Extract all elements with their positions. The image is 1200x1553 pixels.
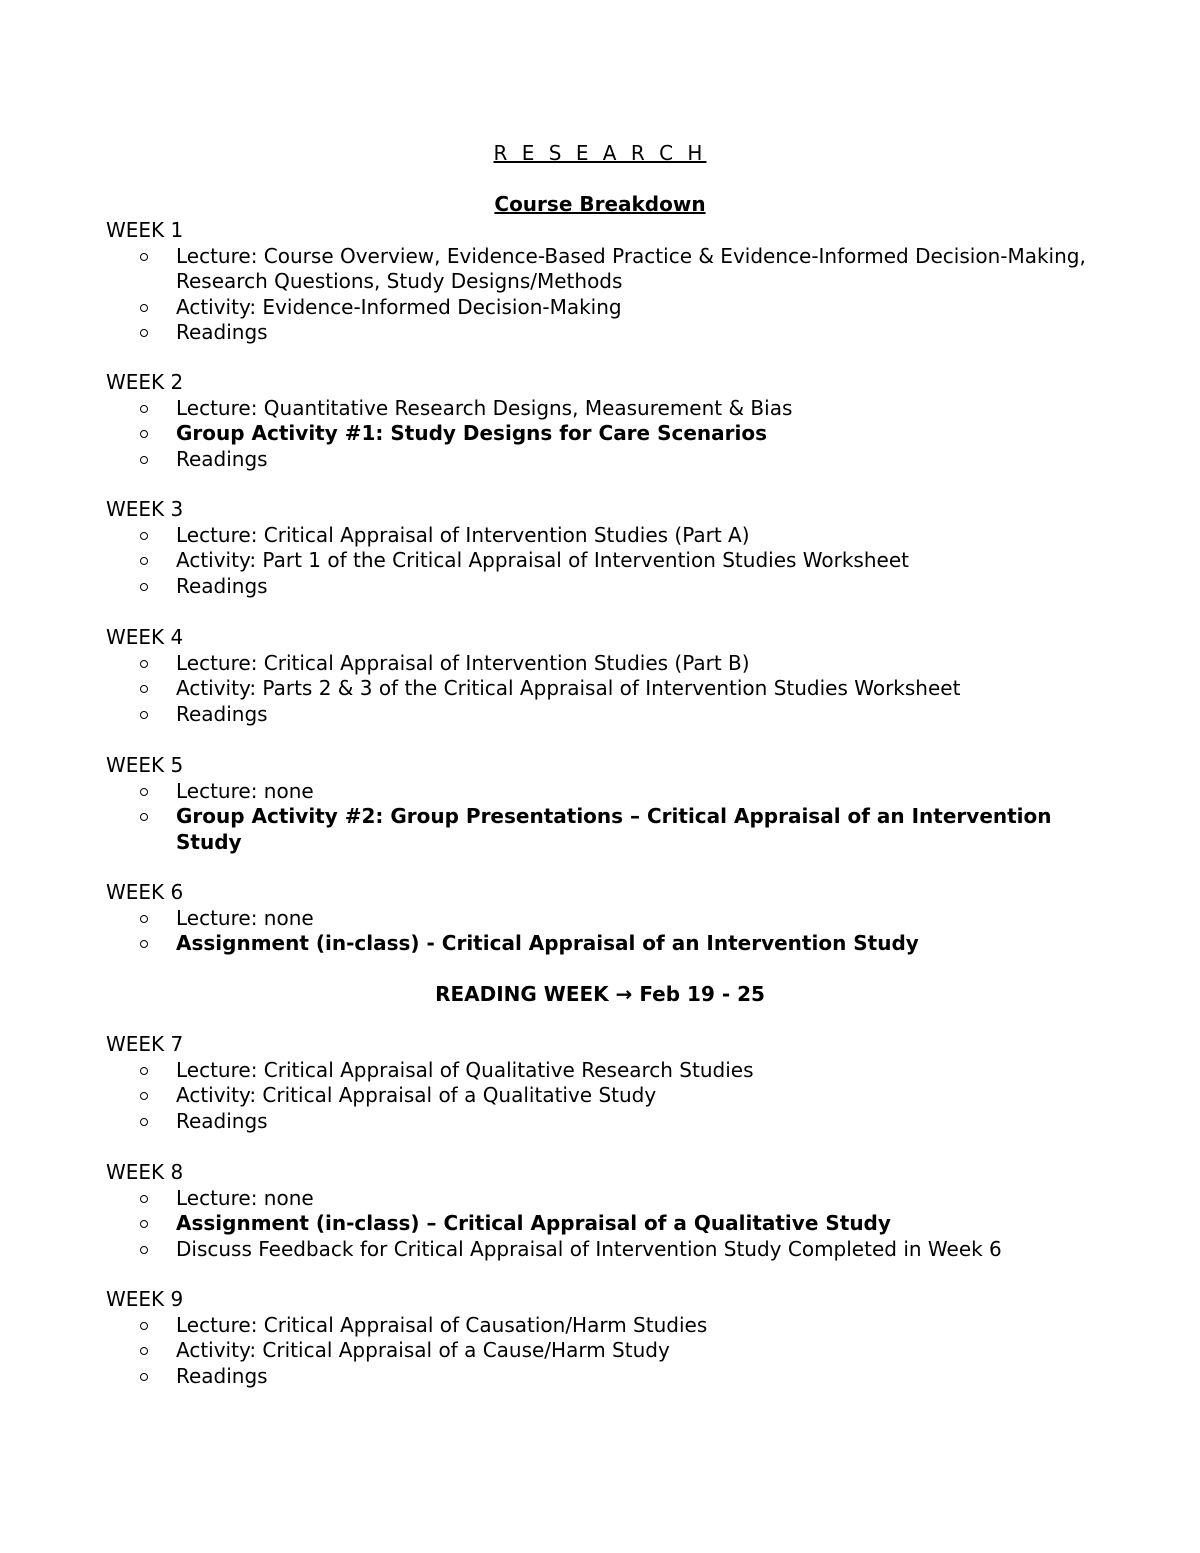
list-item (106, 1364, 1096, 1390)
list-item (106, 702, 1096, 728)
hollow-circle-bullet-icon (140, 788, 148, 796)
hollow-circle-bullet-icon (140, 1118, 148, 1126)
week-label: WEEK 7 (106, 1032, 184, 1056)
list-item-text: Activity: Parts 2 & 3 of the Critical Appraisal of Intervention Studies Worksheet (176, 676, 961, 701)
week-section (106, 497, 1096, 599)
hollow-circle-bullet-icon (140, 915, 148, 923)
list-item-text: Group Activity #1: Study Designs for Care Scenarios (176, 421, 767, 446)
list-item (106, 244, 1096, 295)
week-section (106, 1287, 1096, 1389)
list-item-text: Activity: Critical Appraisal of a Qualitative Study (176, 1083, 657, 1108)
hollow-circle-bullet-icon (140, 557, 148, 565)
list-item (106, 1211, 1096, 1237)
list-item (106, 1083, 1096, 1109)
week-section (106, 218, 1096, 346)
list-item-text: Activity: Part 1 of the Critical Appraisal of Intervention Studies Worksheet (176, 548, 909, 573)
week-item-list (106, 1186, 1096, 1263)
hollow-circle-bullet-icon (140, 1067, 148, 1075)
list-item-text: Readings (176, 573, 268, 598)
list-item-text: Discuss Feedback for Critical Appraisal of Intervention Study Completed in Week 6 (176, 1236, 1002, 1261)
hollow-circle-bullet-icon (140, 1195, 148, 1203)
list-item (106, 421, 1096, 447)
week-item-list (106, 1058, 1096, 1135)
week-item-list (106, 651, 1096, 728)
hollow-circle-bullet-icon (140, 329, 148, 337)
list-item (106, 574, 1096, 600)
week-section (106, 880, 1096, 957)
hollow-circle-bullet-icon (140, 813, 148, 821)
hollow-circle-bullet-icon (140, 685, 148, 693)
list-item (106, 906, 1096, 932)
reading-week-notice: READING WEEK → Feb 19 - 25 (435, 982, 765, 1006)
week-label: WEEK 5 (106, 753, 184, 777)
week-section (106, 1160, 1096, 1262)
list-item-text: Lecture: Critical Appraisal of Intervention Studies (Part B) (176, 650, 750, 675)
list-item-text: Lecture: Course Overview, Evidence-Based Practice & Evidence-Informed Decision-Making, Research Questions, Study Designs/Methods (176, 243, 1086, 294)
list-item-text: Lecture: none (176, 1185, 314, 1210)
list-item (106, 523, 1096, 549)
week-label: WEEK 8 (106, 1160, 184, 1184)
week-label: WEEK 1 (106, 218, 184, 242)
week-label: WEEK 9 (106, 1287, 184, 1311)
week-section (106, 370, 1096, 472)
list-item-text: Lecture: none (176, 905, 314, 930)
list-item-text: Lecture: Critical Appraisal of Causation/Harm Studies (176, 1312, 708, 1337)
hollow-circle-bullet-icon (140, 660, 148, 668)
week-section (106, 1032, 1096, 1134)
document-subtitle: Course Breakdown (494, 192, 706, 216)
list-item-text: Readings (176, 1108, 268, 1133)
list-item (106, 1237, 1096, 1263)
hollow-circle-bullet-icon (140, 253, 148, 261)
list-item (106, 779, 1096, 805)
list-item (106, 320, 1096, 346)
hollow-circle-bullet-icon (140, 940, 148, 948)
list-item (106, 1186, 1096, 1212)
hollow-circle-bullet-icon (140, 304, 148, 312)
list-item-text: Readings (176, 1363, 268, 1388)
hollow-circle-bullet-icon (140, 1092, 148, 1100)
list-item (106, 804, 1096, 855)
list-item-text: Lecture: Critical Appraisal of Qualitative Research Studies (176, 1057, 754, 1082)
week-item-list (106, 396, 1096, 473)
list-item (106, 548, 1096, 574)
list-item-text: Activity: Evidence-Informed Decision-Making (176, 294, 622, 319)
hollow-circle-bullet-icon (140, 405, 148, 413)
hollow-circle-bullet-icon (140, 1347, 148, 1355)
list-item-text: Assignment (in-class) – Critical Appraisal of a Qualitative Study (176, 1211, 891, 1236)
week-section (106, 625, 1096, 727)
hollow-circle-bullet-icon (140, 456, 148, 464)
week-label: WEEK 4 (106, 625, 184, 649)
list-item (106, 1109, 1096, 1135)
week-item-list (106, 523, 1096, 600)
list-item-text: Readings (176, 446, 268, 471)
list-item (106, 1338, 1096, 1364)
list-item (106, 396, 1096, 422)
list-item-text: Group Activity #2: Group Presentations – Critical Appraisal of an Intervention Study (176, 804, 1052, 854)
list-item (106, 447, 1096, 473)
week-label: WEEK 6 (106, 880, 184, 904)
list-item (106, 931, 1096, 957)
hollow-circle-bullet-icon (140, 532, 148, 540)
list-item (106, 295, 1096, 321)
list-item (106, 651, 1096, 677)
week-label: WEEK 3 (106, 497, 184, 521)
list-item-text: Readings (176, 701, 268, 726)
list-item (106, 1058, 1096, 1084)
list-item-text: Readings (176, 320, 268, 345)
week-item-list (106, 244, 1096, 346)
list-item-text: Lecture: Critical Appraisal of Intervention Studies (Part A) (176, 522, 750, 547)
hollow-circle-bullet-icon (140, 1373, 148, 1381)
list-item-text: Activity: Critical Appraisal of a Cause/Harm Study (176, 1338, 670, 1363)
week-item-list (106, 906, 1096, 957)
week-label: WEEK 2 (106, 370, 184, 394)
list-item (106, 1313, 1096, 1339)
hollow-circle-bullet-icon (140, 1220, 148, 1228)
hollow-circle-bullet-icon (140, 430, 148, 438)
list-item-text: Lecture: none (176, 778, 314, 803)
week-section (106, 753, 1096, 855)
list-item (106, 676, 1096, 702)
hollow-circle-bullet-icon (140, 1246, 148, 1254)
list-item-text: Lecture: Quantitative Research Designs, Measurement & Bias (176, 395, 793, 420)
week-item-list (106, 1313, 1096, 1390)
week-item-list (106, 779, 1096, 856)
document-title: R E S E A R C H (493, 141, 707, 165)
hollow-circle-bullet-icon (140, 711, 148, 719)
list-item-text: Assignment (in-class) - Critical Appraisal of an Intervention Study (176, 931, 919, 956)
hollow-circle-bullet-icon (140, 1322, 148, 1330)
hollow-circle-bullet-icon (140, 583, 148, 591)
